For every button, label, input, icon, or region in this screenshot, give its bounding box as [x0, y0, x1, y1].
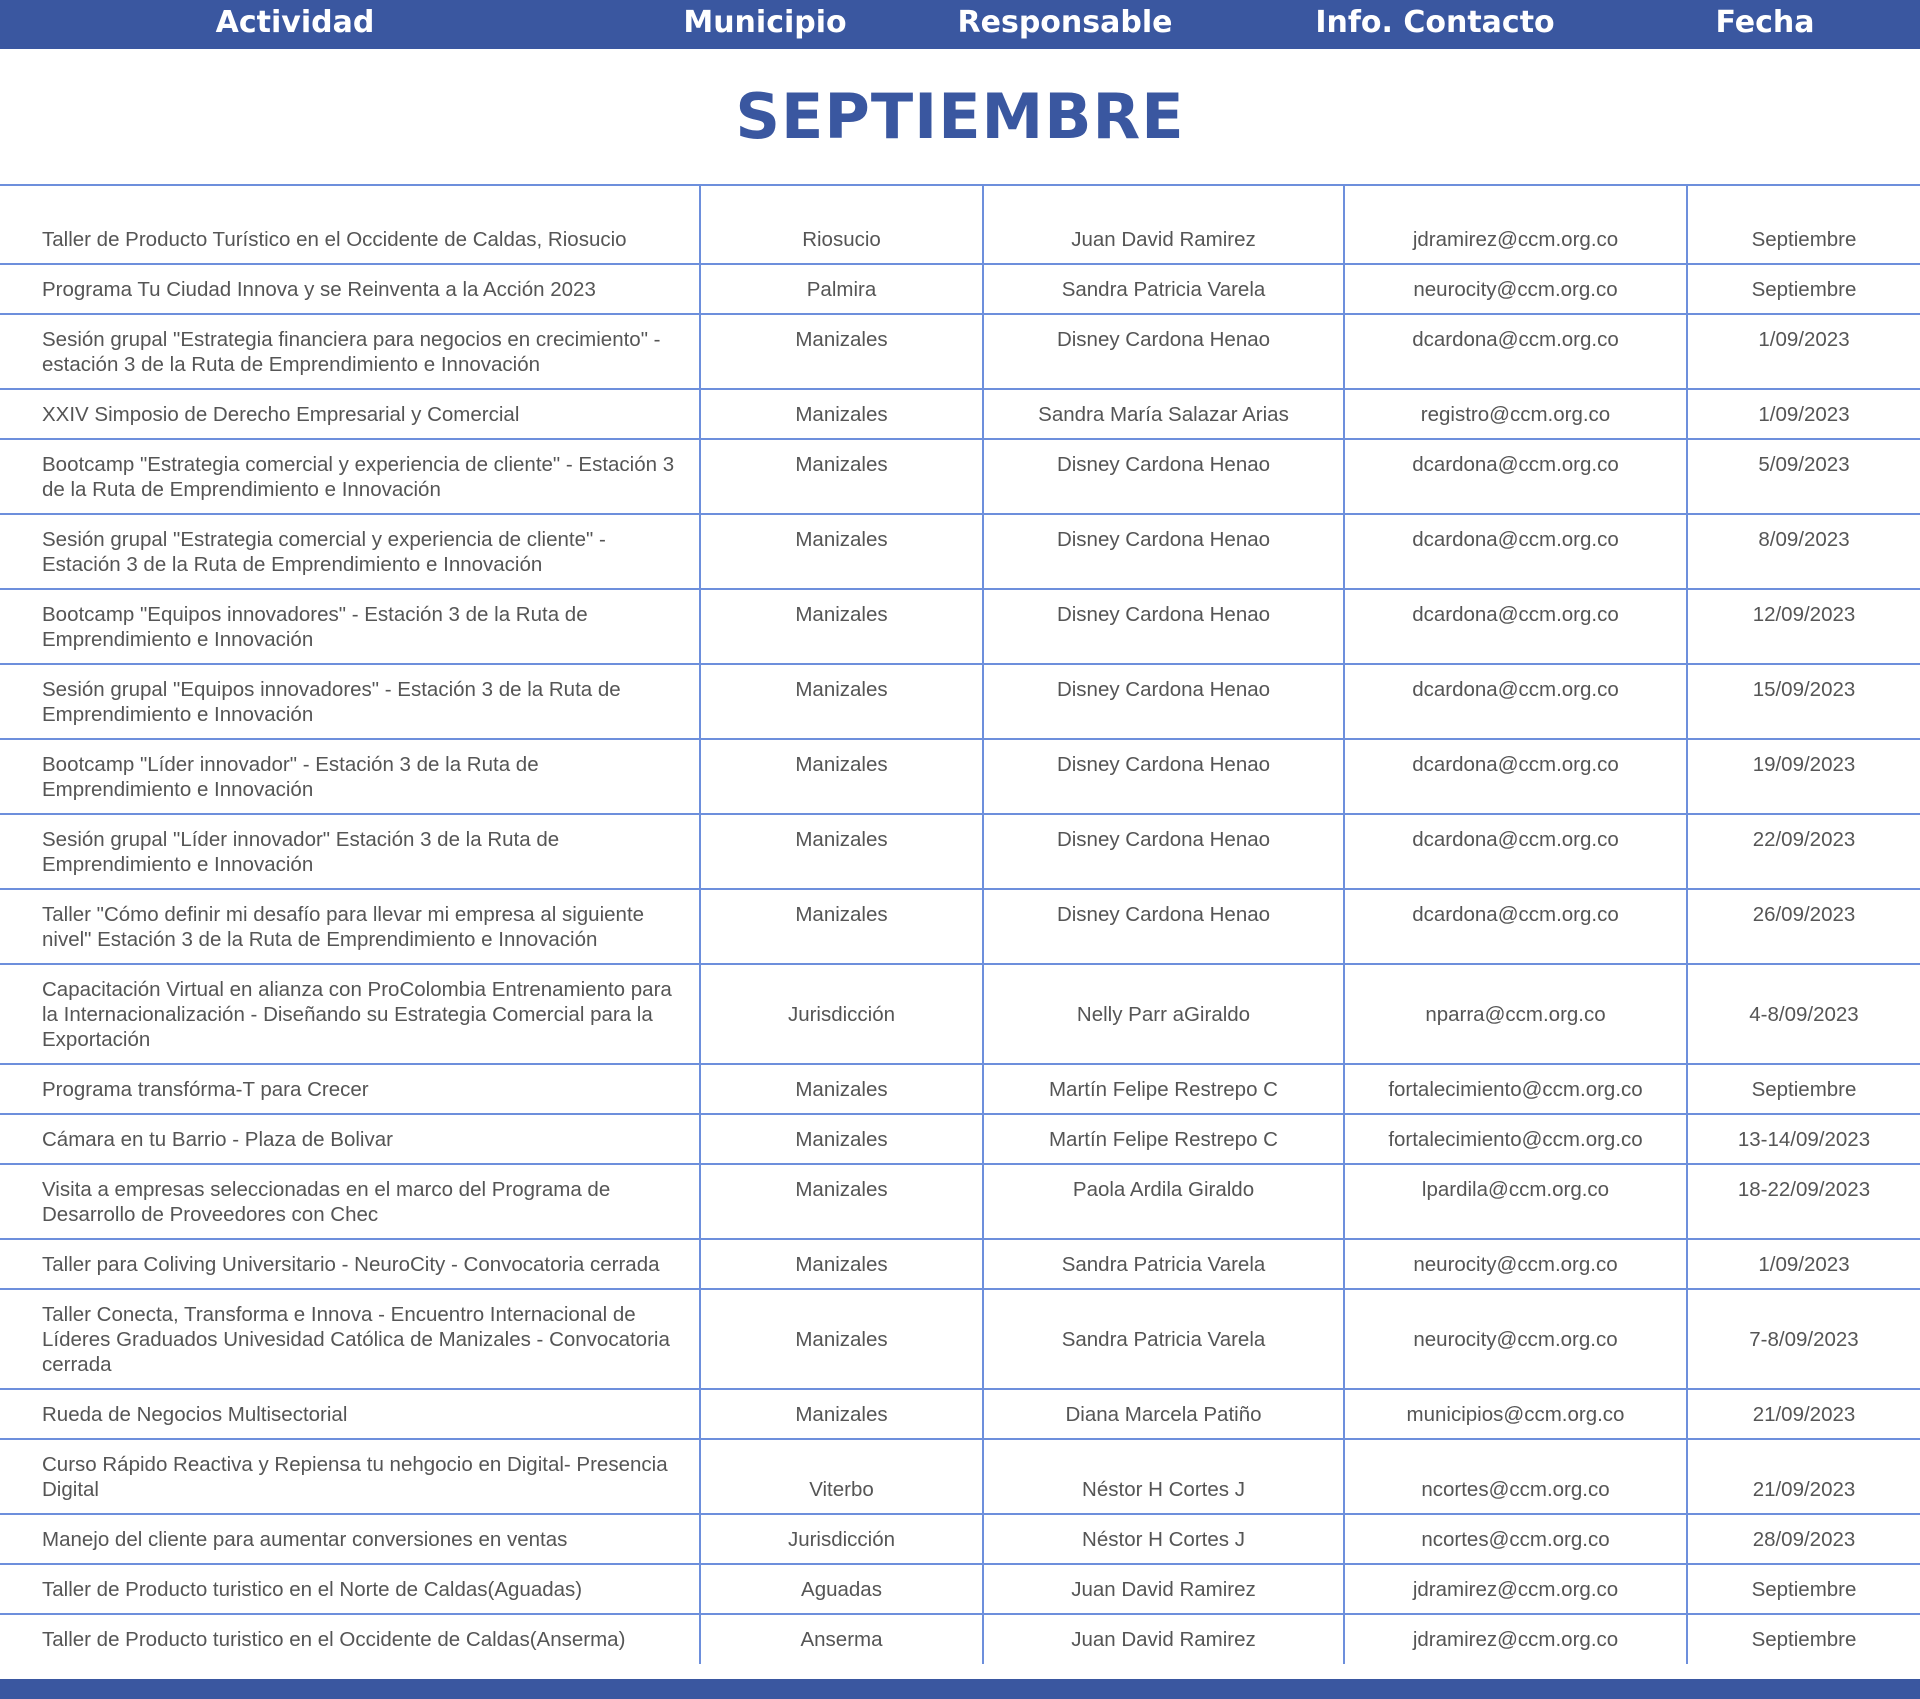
- cell-fecha: 8/09/2023: [1687, 514, 1920, 589]
- table-row: [0, 739, 1920, 814]
- cell-municipio: Palmira: [700, 264, 983, 314]
- cell-municipio: Manizales: [700, 1064, 983, 1114]
- cell-municipio: Manizales: [700, 514, 983, 589]
- header-fecha: Fecha: [1715, 5, 1815, 40]
- cell-municipio: Manizales: [700, 1114, 983, 1164]
- header-municipio: Municipio: [683, 5, 847, 40]
- table-row: [0, 664, 1920, 739]
- cell-contacto[interactable]: neurocity@ccm.org.co: [1344, 1289, 1687, 1389]
- cell-actividad: Bootcamp "Estrategia comercial y experiencia de cliente" - Estación 3 de la Ruta de Emprendimiento e Innovación: [0, 439, 700, 514]
- cell-fecha: 5/09/2023: [1687, 439, 1920, 514]
- cell-contacto[interactable]: ncortes@ccm.org.co: [1344, 1514, 1687, 1564]
- cell-contacto[interactable]: dcardona@ccm.org.co: [1344, 439, 1687, 514]
- cell-responsable: Sandra Patricia Varela: [983, 1289, 1344, 1389]
- cell-municipio: Manizales: [700, 1289, 983, 1389]
- cell-fecha: 26/09/2023: [1687, 889, 1920, 964]
- cell-fecha: 18-22/09/2023: [1687, 1164, 1920, 1239]
- cell-contacto[interactable]: dcardona@ccm.org.co: [1344, 514, 1687, 589]
- cell-actividad: Curso Rápido Reactiva y Repiensa tu nehgocio en Digital- Presencia Digital: [0, 1439, 700, 1514]
- table-row: [0, 589, 1920, 664]
- cell-actividad: Taller Conecta, Transforma e Innova - Encuentro Internacional de Líderes Graduados Univesidad Católica de Manizales - Convocatoria cerrada: [0, 1289, 700, 1389]
- cell-contacto[interactable]: neurocity@ccm.org.co: [1344, 264, 1687, 314]
- cell-actividad: Sesión grupal "Equipos innovadores" - Estación 3 de la Ruta de Emprendimiento e Innovación: [0, 664, 700, 739]
- cell-contacto[interactable]: dcardona@ccm.org.co: [1344, 314, 1687, 389]
- cell-municipio: Viterbo: [700, 1439, 983, 1514]
- cell-fecha: 7-8/09/2023: [1687, 1289, 1920, 1389]
- cell-responsable: Disney Cardona Henao: [983, 314, 1344, 389]
- table-row: [0, 1239, 1920, 1289]
- cell-responsable: Disney Cardona Henao: [983, 664, 1344, 739]
- cell-fecha: 22/09/2023: [1687, 814, 1920, 889]
- cell-contacto[interactable]: dcardona@ccm.org.co: [1344, 814, 1687, 889]
- cell-actividad: Rueda de Negocios Multisectorial: [0, 1389, 700, 1439]
- header-responsable: Responsable: [957, 5, 1173, 40]
- cell-responsable: Disney Cardona Henao: [983, 889, 1344, 964]
- cell-responsable: Juan David Ramirez: [983, 1564, 1344, 1614]
- cell-fecha: Septiembre: [1687, 1614, 1920, 1664]
- cell-municipio: Manizales: [700, 389, 983, 439]
- cell-fecha: 15/09/2023: [1687, 664, 1920, 739]
- cell-responsable: Sandra Patricia Varela: [983, 264, 1344, 314]
- cell-responsable: Sandra Patricia Varela: [983, 1239, 1344, 1289]
- cell-responsable: Diana Marcela Patiño: [983, 1389, 1344, 1439]
- cell-fecha: Septiembre: [1687, 1564, 1920, 1614]
- cell-responsable: Martín Felipe Restrepo C: [983, 1114, 1344, 1164]
- cell-actividad: Visita a empresas seleccionadas en el marco del Programa de Desarrollo de Proveedores con Chec: [0, 1164, 700, 1239]
- cell-contacto[interactable]: nparra@ccm.org.co: [1344, 964, 1687, 1064]
- cell-municipio: Manizales: [700, 1389, 983, 1439]
- cell-contacto[interactable]: lpardila@ccm.org.co: [1344, 1164, 1687, 1239]
- header-actividad: Actividad: [215, 5, 375, 40]
- cell-municipio: Manizales: [700, 589, 983, 664]
- cell-responsable: Martín Felipe Restrepo C: [983, 1064, 1344, 1114]
- table-row: [0, 964, 1920, 1064]
- cell-actividad: Taller "Cómo definir mi desafío para llevar mi empresa al siguiente nivel" Estación 3 de la Ruta de Emprendimiento e Innovación: [0, 889, 700, 964]
- cell-fecha: Septiembre: [1687, 185, 1920, 264]
- cell-contacto[interactable]: fortalecimiento@ccm.org.co: [1344, 1114, 1687, 1164]
- cell-contacto[interactable]: jdramirez@ccm.org.co: [1344, 185, 1687, 264]
- cell-responsable: Disney Cardona Henao: [983, 514, 1344, 589]
- table-row: [0, 1514, 1920, 1564]
- table-row: [0, 889, 1920, 964]
- table-row: [0, 1114, 1920, 1164]
- cell-municipio: Manizales: [700, 1164, 983, 1239]
- cell-fecha: 1/09/2023: [1687, 1239, 1920, 1289]
- cell-fecha: 12/09/2023: [1687, 589, 1920, 664]
- cell-municipio: Manizales: [700, 439, 983, 514]
- cell-actividad: Taller de Producto Turístico en el Occidente de Caldas, Riosucio: [0, 185, 700, 264]
- table-row: [0, 514, 1920, 589]
- table-row: [0, 1564, 1920, 1614]
- cell-municipio: Jurisdicción: [700, 1514, 983, 1564]
- cell-actividad: Sesión grupal "Estrategia comercial y experiencia de cliente" - Estación 3 de la Ruta de Emprendimiento e Innovación: [0, 514, 700, 589]
- cell-contacto[interactable]: ncortes@ccm.org.co: [1344, 1439, 1687, 1514]
- cell-municipio: Manizales: [700, 1239, 983, 1289]
- cell-actividad: Programa transfórma-T para Crecer: [0, 1064, 700, 1114]
- cell-fecha: 28/09/2023: [1687, 1514, 1920, 1564]
- cell-responsable: Disney Cardona Henao: [983, 814, 1344, 889]
- table-row: [0, 1614, 1920, 1664]
- cell-actividad: Capacitación Virtual en alianza con ProColombia Entrenamiento para la Internacionalización - Diseñando su Estrategia Comercial para la Exportación: [0, 964, 700, 1064]
- table-row: [0, 185, 1920, 264]
- cell-fecha: 4-8/09/2023: [1687, 964, 1920, 1064]
- cell-actividad: Cámara en tu Barrio - Plaza de Bolivar: [0, 1114, 700, 1164]
- table-row: [0, 1164, 1920, 1239]
- cell-municipio: Riosucio: [700, 185, 983, 264]
- footer-bar: [0, 1679, 1920, 1699]
- column-header-bar: [0, 0, 1920, 49]
- cell-contacto[interactable]: fortalecimiento@ccm.org.co: [1344, 1064, 1687, 1114]
- cell-fecha: Septiembre: [1687, 264, 1920, 314]
- cell-municipio: Jurisdicción: [700, 964, 983, 1064]
- table-row: [0, 1289, 1920, 1389]
- cell-contacto[interactable]: dcardona@ccm.org.co: [1344, 889, 1687, 964]
- table-row: [0, 439, 1920, 514]
- cell-responsable: Sandra María Salazar Arias: [983, 389, 1344, 439]
- cell-fecha: 13-14/09/2023: [1687, 1114, 1920, 1164]
- cell-fecha: 1/09/2023: [1687, 314, 1920, 389]
- cell-responsable: Juan David Ramirez: [983, 185, 1344, 264]
- cell-actividad: Bootcamp "Equipos innovadores" - Estación 3 de la Ruta de Emprendimiento e Innovación: [0, 589, 700, 664]
- cell-municipio: Manizales: [700, 889, 983, 964]
- cell-responsable: Disney Cardona Henao: [983, 739, 1344, 814]
- cell-fecha: 21/09/2023: [1687, 1389, 1920, 1439]
- month-title: SEPTIEMBRE: [735, 80, 1185, 153]
- cell-contacto[interactable]: jdramirez@ccm.org.co: [1344, 1564, 1687, 1614]
- cell-fecha: Septiembre: [1687, 1064, 1920, 1114]
- table-row: [0, 1439, 1920, 1514]
- cell-municipio: Manizales: [700, 314, 983, 389]
- cell-fecha: 21/09/2023: [1687, 1439, 1920, 1514]
- header-contacto: Info. Contacto: [1315, 5, 1555, 40]
- cell-contacto[interactable]: neurocity@ccm.org.co: [1344, 1239, 1687, 1289]
- cell-actividad: Taller para Coliving Universitario - NeuroCity - Convocatoria cerrada: [0, 1239, 700, 1289]
- cell-contacto[interactable]: dcardona@ccm.org.co: [1344, 664, 1687, 739]
- cell-responsable: Juan David Ramirez: [983, 1614, 1344, 1664]
- cell-responsable: Néstor H Cortes J: [983, 1439, 1344, 1514]
- cell-fecha: 1/09/2023: [1687, 389, 1920, 439]
- cell-responsable: Disney Cardona Henao: [983, 589, 1344, 664]
- events-table: [0, 184, 1920, 1664]
- cell-municipio: Manizales: [700, 664, 983, 739]
- table-row: [0, 314, 1920, 389]
- table-row: [0, 264, 1920, 314]
- cell-responsable: Disney Cardona Henao: [983, 439, 1344, 514]
- table-row: [0, 1064, 1920, 1114]
- cell-responsable: Néstor H Cortes J: [983, 1514, 1344, 1564]
- cell-fecha: 19/09/2023: [1687, 739, 1920, 814]
- cell-actividad: Taller de Producto turistico en el Norte de Caldas(Aguadas): [0, 1564, 700, 1614]
- cell-responsable: Paola Ardila Giraldo: [983, 1164, 1344, 1239]
- table-row: [0, 1389, 1920, 1439]
- table-row: [0, 389, 1920, 439]
- cell-municipio: Aguadas: [700, 1564, 983, 1614]
- cell-contacto[interactable]: jdramirez@ccm.org.co: [1344, 1614, 1687, 1664]
- cell-contacto[interactable]: municipios@ccm.org.co: [1344, 1389, 1687, 1439]
- cell-contacto[interactable]: registro@ccm.org.co: [1344, 389, 1687, 439]
- cell-municipio: Anserma: [700, 1614, 983, 1664]
- cell-municipio: Manizales: [700, 739, 983, 814]
- cell-actividad: Sesión grupal "Estrategia financiera para negocios en crecimiento" - estación 3 de la Ruta de Emprendimiento e Innovación: [0, 314, 700, 389]
- cell-actividad: Sesión grupal "Líder innovador" Estación 3 de la Ruta de Emprendimiento e Innovación: [0, 814, 700, 889]
- cell-contacto[interactable]: dcardona@ccm.org.co: [1344, 589, 1687, 664]
- cell-contacto[interactable]: dcardona@ccm.org.co: [1344, 739, 1687, 814]
- table-row: [0, 814, 1920, 889]
- cell-responsable: Nelly Parr aGiraldo: [983, 964, 1344, 1064]
- cell-municipio: Manizales: [700, 814, 983, 889]
- cell-actividad: Programa Tu Ciudad Innova y se Reinventa a la Acción 2023: [0, 264, 700, 314]
- cell-actividad: Taller de Producto turistico en el Occidente de Caldas(Anserma): [0, 1614, 700, 1664]
- cell-actividad: Bootcamp "Líder innovador" - Estación 3 de la Ruta de Emprendimiento e Innovación: [0, 739, 700, 814]
- cell-actividad: Manejo del cliente para aumentar conversiones en ventas: [0, 1514, 700, 1564]
- cell-actividad: XXIV Simposio de Derecho Empresarial y Comercial: [0, 389, 700, 439]
